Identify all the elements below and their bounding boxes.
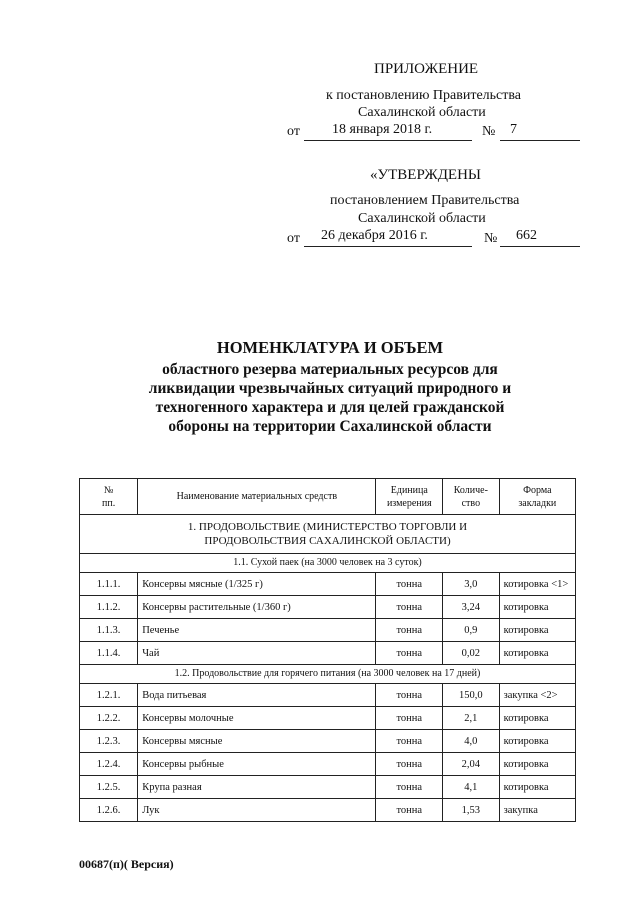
approved-number: 662 [516, 228, 537, 243]
approved-from: от [287, 231, 300, 246]
table-row: 1.2.1. Вода питьевая тонна 150,0 закупка <2> [80, 684, 576, 707]
table-row: 1.2.5. Крупа разная тонна 4,1 котировка [80, 776, 576, 799]
approved-date: 26 декабря 2016 г. [321, 228, 428, 243]
col-header-unit: Единица измерения [376, 479, 443, 515]
document-subtitle: областного резерва материальных ресурсов для ликвидации чрезвычайных ситуаций природного и техногенного характера и для целей гражданской обороны на территории Сахалинской области [148, 361, 512, 435]
appendix-label: ПРИЛОЖЕНИЕ [374, 61, 479, 77]
table-row: 1.2.2. Консервы молочные тонна 2,1 котировка [80, 707, 576, 730]
table-header-row [80, 479, 576, 515]
table-row: 1.2.3. Консервы мясные тонна 4,0 котировка [80, 730, 576, 753]
appendix-number: 7 [510, 122, 517, 137]
approved-line2: Сахалинской области [358, 211, 486, 226]
appendix-from: от [287, 124, 300, 139]
table-row: 1.2.4. Консервы рыбные тонна 2,04 котировка [80, 753, 576, 776]
table-row: 1.2.6. Лук тонна 1,53 закупка [80, 799, 576, 822]
document-title: НОМЕНКЛАТУРА И ОБЪЕМ [216, 338, 444, 357]
appendix-num-sign: № [482, 124, 496, 139]
subsection-row: 1.1. Сухой паек (на 3000 человек на 3 суток) [80, 554, 576, 573]
appendix-line2: Сахалинской области [358, 105, 486, 120]
appendix-line1: к постановлению Правительства [326, 88, 522, 103]
col-header-num: № пп. [80, 479, 138, 515]
subsection-row: 1.2. Продовольствие для горячего питания (на 3000 человек на 17 дней) [80, 665, 576, 684]
section-row: 1. ПРОДОВОЛЬСТВИЕ (МИНИСТЕРСТВО ТОРГОВЛИ И ПРОДОВОЛЬСТВИЯ САХАЛИНСКОЙ ОБЛАСТИ) [80, 515, 576, 554]
table-row: 1.1.3. Печенье тонна 0,9 котировка [80, 619, 576, 642]
resources-table [79, 478, 576, 822]
col-header-name: Наименование материальных средств [138, 479, 376, 515]
col-header-qty: Количе- ство [443, 479, 500, 515]
col-header-form: Форма закладки [499, 479, 575, 515]
table-row: 1.1.1. Консервы мясные (1/325 г) тонна 3,0 котировка <1> [80, 573, 576, 596]
appendix-date: 18 января 2018 г. [332, 122, 433, 137]
approved-num-sign: № [484, 231, 498, 246]
table-row: 1.1.4. Чай тонна 0,02 котировка [80, 642, 576, 665]
approved-label: «УТВЕРЖДЕНЫ [370, 167, 482, 183]
approved-line1: постановлением Правительства [330, 193, 520, 208]
table-row: 1.1.2. Консервы растительные (1/360 г) тонна 3,24 котировка [80, 596, 576, 619]
document-footer-code: 00687(п)( Версия) [79, 857, 174, 871]
